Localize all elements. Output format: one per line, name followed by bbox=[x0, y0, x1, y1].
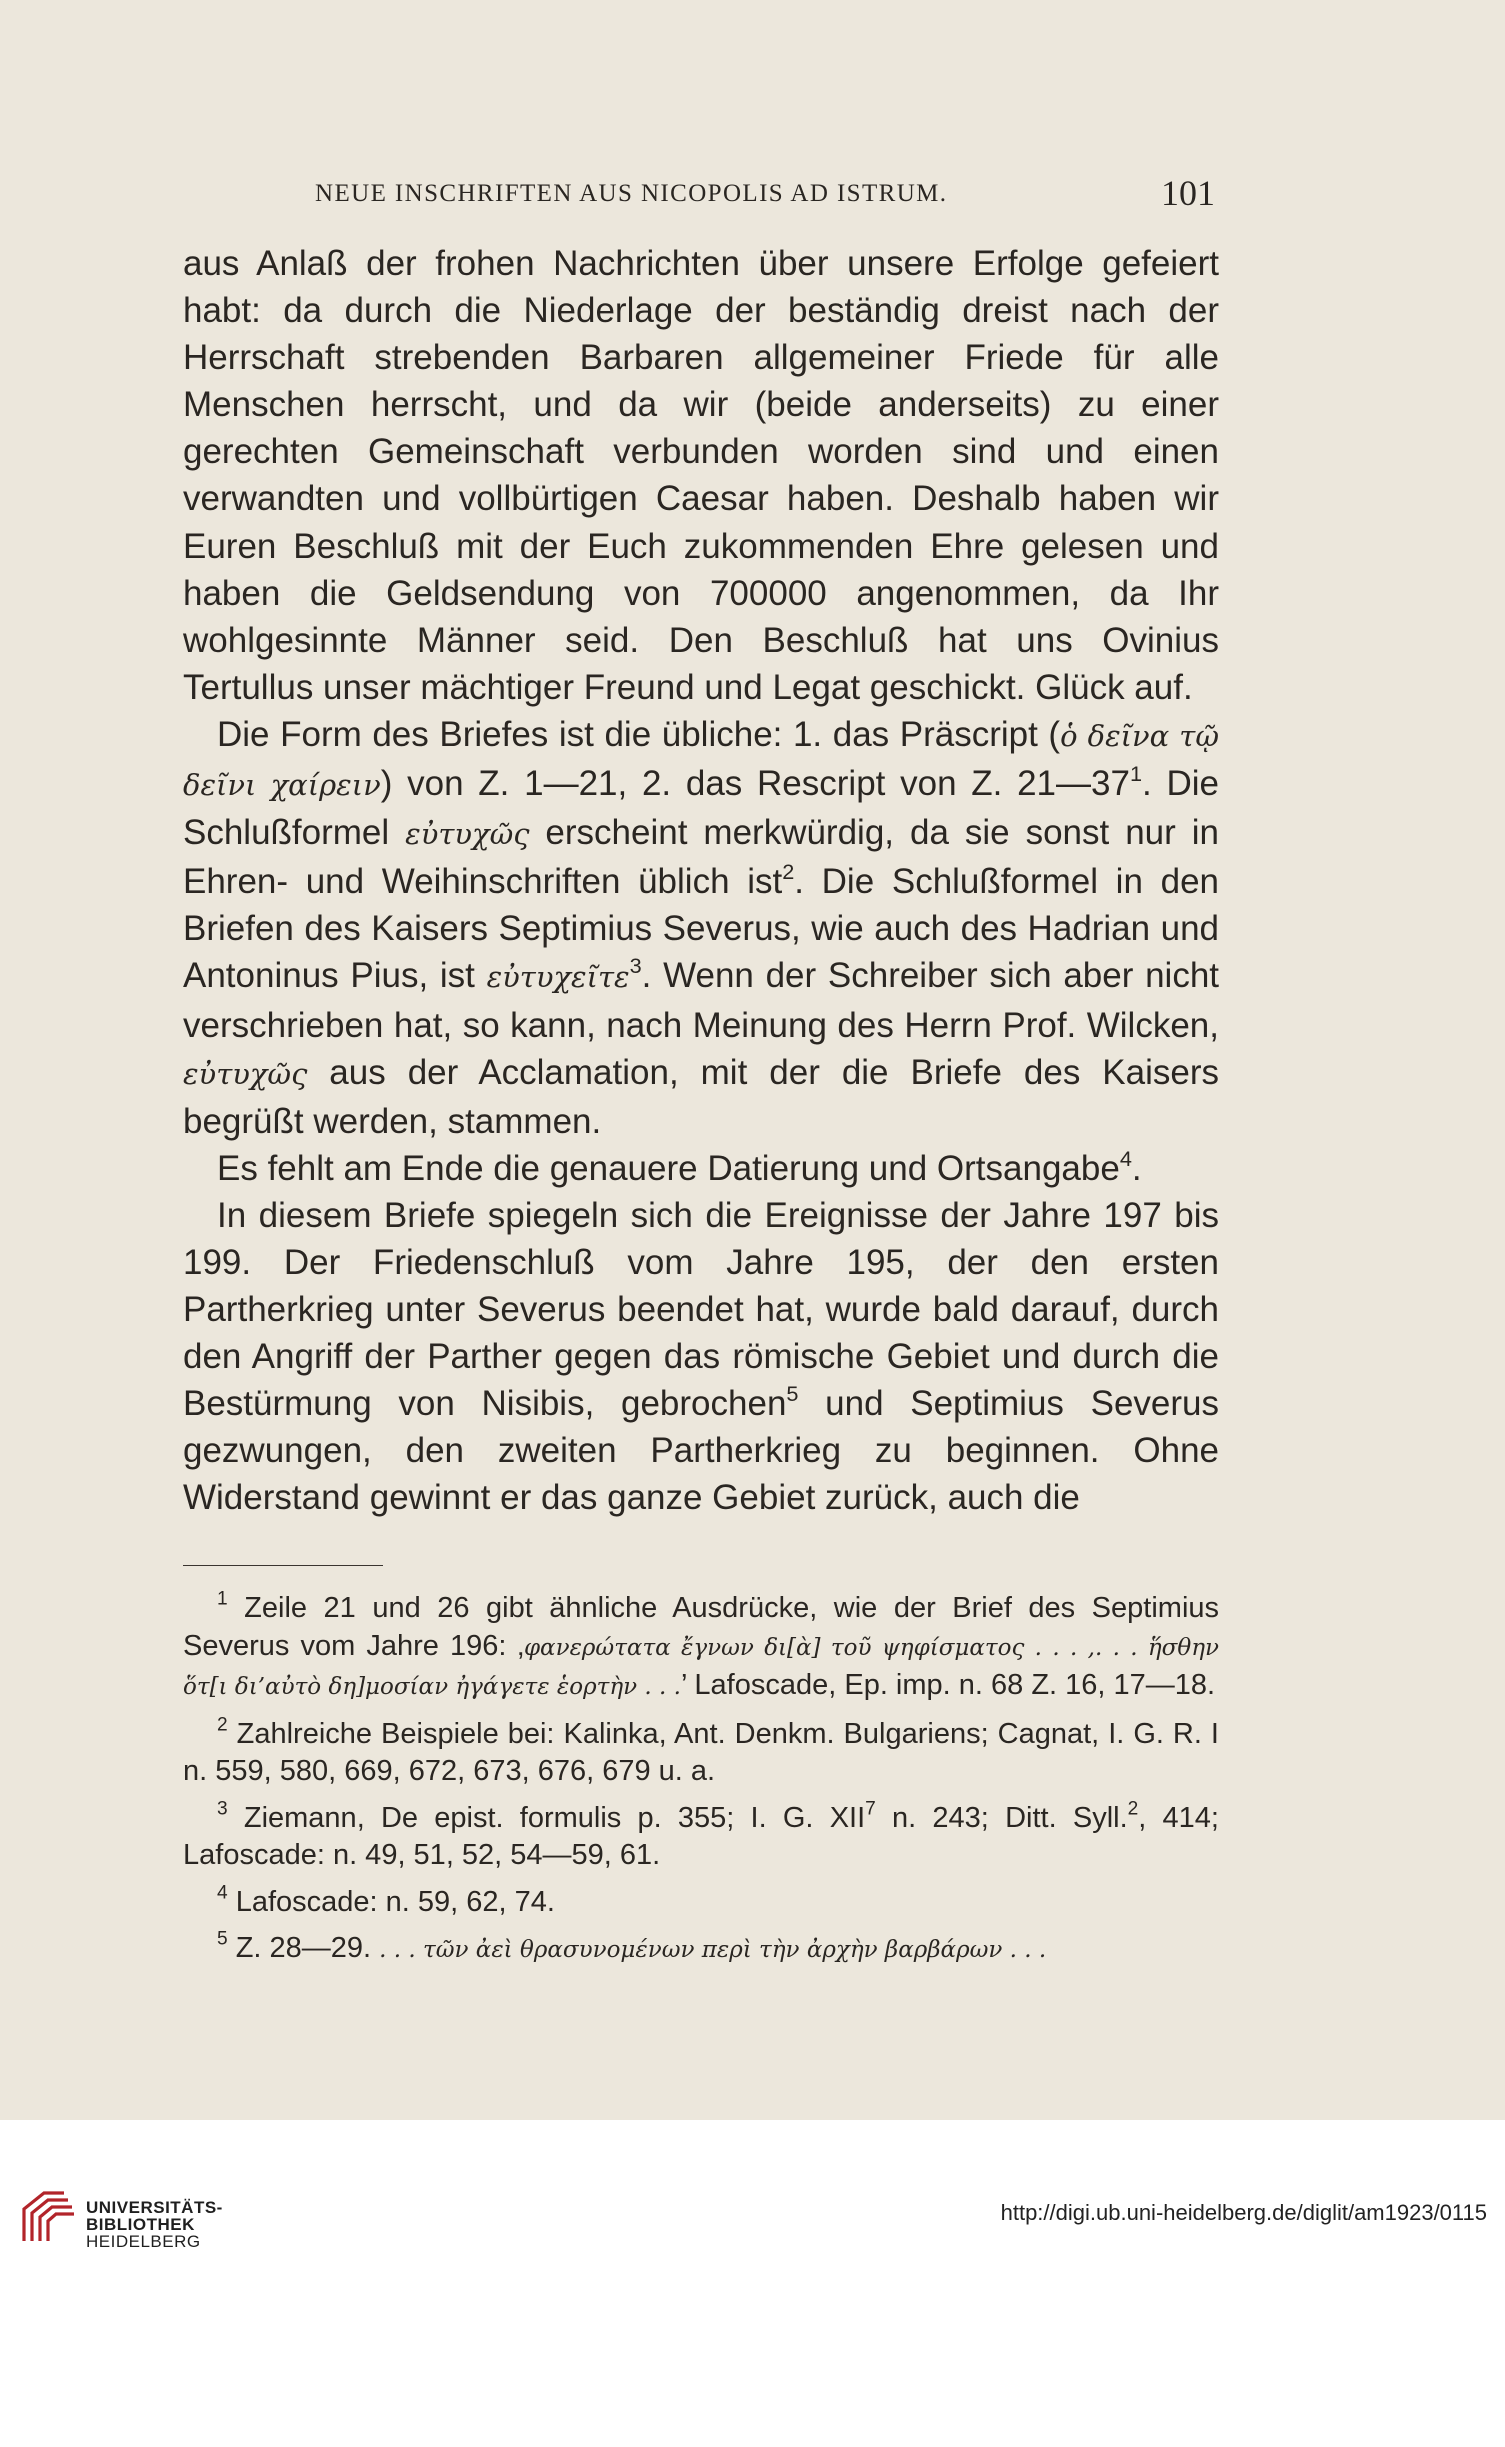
logo-line-1: UNIVERSITÄTS- bbox=[86, 2198, 223, 2217]
footnote-ref: 5 bbox=[786, 1381, 799, 1407]
footnote-2 bbox=[183, 1716, 1219, 1791]
footnote-3 bbox=[183, 1800, 1219, 1875]
text-run: und Septimius Severus gezwungen, den zweiten Partherkrieg zu beginnen. Ohne Widerstand gewinnt er das ganze Gebiet zurück, auch die bbox=[183, 1384, 1219, 1518]
text-run: . bbox=[1131, 1148, 1142, 1188]
footnote-mark: 4 bbox=[217, 1882, 228, 1904]
greek-word: εὐτυχῶς bbox=[405, 817, 530, 852]
paragraph-4 bbox=[183, 1192, 1219, 1522]
text-run: n. 243; Ditt. Syll. bbox=[875, 1801, 1128, 1834]
footnote-5 bbox=[183, 1930, 1219, 1970]
text-run: erscheint merkwürdig, da sie sonst nur in Ehren- und Weihinschriften üblich ist bbox=[183, 813, 1219, 902]
footnote-mark: 2 bbox=[217, 1714, 228, 1736]
text-run: . Wenn der Schreiber sich aber nicht verschrieben hat, so kann, nach Meinung des Herrn Prof. Wilcken, bbox=[183, 956, 1220, 1045]
ub-heidelberg-logo-icon[interactable] bbox=[18, 2183, 78, 2247]
logo-line-2: BIBLIOTHEK bbox=[86, 2215, 195, 2234]
logo-line-3: HEIDELBERG bbox=[86, 2232, 201, 2251]
footnotes bbox=[183, 1590, 1219, 1979]
ub-heidelberg-logo-text[interactable] bbox=[86, 2199, 223, 2250]
text-run: Es fehlt am Ende die genauere Datierung und Ortsangabe bbox=[217, 1148, 1120, 1188]
superscript: 2 bbox=[1127, 1798, 1139, 1820]
text-run: In diesem Briefe spiegeln sich die Ereignisse der Jahre 197 bis 199. Der Friedenschluß vom Jahre 195, der den ersten Partherkrieg unter Severus beendet hat, wurde bald darauf, durch den Angriff der Parther gegen das römische Gebiet und durch die Bestürmung von Nisibis, gebrochen bbox=[183, 1195, 1219, 1424]
greek-quote: . . . τῶν ἀεὶ θρασυνομένων περὶ τὴν ἀρχὴν βαρβάρων . . . bbox=[379, 1937, 1047, 1963]
viewer-footer bbox=[0, 2120, 1505, 2447]
greek-formula: ὁ δεῖνα τῷ δεῖνι χαίρειν bbox=[183, 718, 1219, 803]
greek-quote: φανερώτατα ἔγνων δι[ὰ] τοῦ ψηφίσματος . . . ,. . . ἥσθην ὅτ[ι δι’αὐτὸ δη]μοσίαν ἠγάγετε ἑορτὴν . . . bbox=[183, 1634, 1219, 1700]
text-run: , 414; Lafoscade: n. 49, 51, 52, 54—59, 61. bbox=[183, 1801, 1219, 1871]
footnote-mark: 5 bbox=[217, 1928, 228, 1950]
text-run: Lafoscade: n. 59, 62, 74. bbox=[235, 1885, 555, 1918]
text-run: Zeile 21 und 26 gibt ähnliche Ausdrücke, wie der Brief des Septimius Severus vom Jahre 196: ‚ bbox=[183, 1592, 1220, 1662]
footnote-ref: 2 bbox=[782, 859, 795, 885]
text-run: ’ Lafoscade, Ep. imp. n. 68 Z. 16, 17—18. bbox=[680, 1669, 1216, 1701]
text-run: . Die Schlußformel bbox=[183, 764, 1219, 853]
page-number: 101 bbox=[1161, 173, 1215, 213]
body-text bbox=[183, 240, 1219, 1522]
text-run: Die Form des Briefes ist die übliche: 1. das Präscript ( bbox=[217, 714, 1061, 754]
footnote-mark: 3 bbox=[217, 1798, 228, 1820]
paragraph-1: aus Anlaß der frohen Nachrichten über unsere Erfolge gefeiert habt: da durch die Niederlage der beständig dreist nach der Herrschaft strebenden Barbaren allgemeiner Friede für alle Menschen herrscht, und da wir (beide anderseits) zu einer gerechten Gemeinschaft verbunden worden sind und einen verwandten und vollbürtigen Caesar haben. Deshalb haben wir Euren Beschluß mit der Euch zukommenden Ehre gelesen und haben die Geldsendung von 700000 angenommen, da Ihr wohlgesinnte Männer seid. Den Beschluß hat uns Ovinius Tertullus unser mächtiger Freund und Legat geschickt. Glück auf. bbox=[183, 244, 1219, 707]
text-run: . Die Schlußformel in den Briefen des Kaisers Septimius Severus, wie auch des Hadrian und Antoninus Pius, ist bbox=[183, 862, 1219, 996]
paragraph-2 bbox=[183, 711, 1219, 1145]
text-run: Ziemann, De epist. formulis p. 355; I. G. XII bbox=[243, 1801, 866, 1834]
text-run: Z. 28—29. bbox=[235, 1932, 380, 1964]
footnote-ref: 4 bbox=[1119, 1145, 1132, 1171]
running-head bbox=[315, 172, 1215, 218]
text-run: ) von Z. 1—21, 2. das Rescript von Z. 21—37 bbox=[380, 764, 1130, 804]
footnote-ref: 3 bbox=[629, 953, 642, 979]
footnote-mark: 1 bbox=[217, 1588, 228, 1610]
text-run: aus der Acclamation, mit der die Briefe des Kaisers begrüßt werden, stammen. bbox=[183, 1052, 1219, 1141]
footnote-1 bbox=[183, 1590, 1219, 1707]
paragraph-3 bbox=[183, 1145, 1219, 1192]
footnote-ref: 1 bbox=[1129, 760, 1143, 786]
text-run: Zahlreiche Beispiele bei: Kalinka, Ant. Denkm. Bulgariens; Cagnat, I. G. R. I n. 559, 580, 669, 672, 673, 676, 679 u. a. bbox=[183, 1717, 1219, 1787]
greek-word: εὐτυχῶς bbox=[183, 1056, 308, 1091]
footnote-separator bbox=[183, 1565, 383, 1566]
superscript: 7 bbox=[865, 1798, 876, 1820]
footnote-4 bbox=[183, 1884, 1219, 1922]
greek-word: εὐτυχεῖτε bbox=[486, 960, 630, 995]
running-head-title: NEUE INSCHRIFTEN AUS NICOPOLIS AD ISTRUM. bbox=[315, 180, 948, 207]
permalink-url[interactable]: http://digi.ub.uni-heidelberg.de/diglit/am1923/0115 bbox=[1000, 2200, 1487, 2225]
